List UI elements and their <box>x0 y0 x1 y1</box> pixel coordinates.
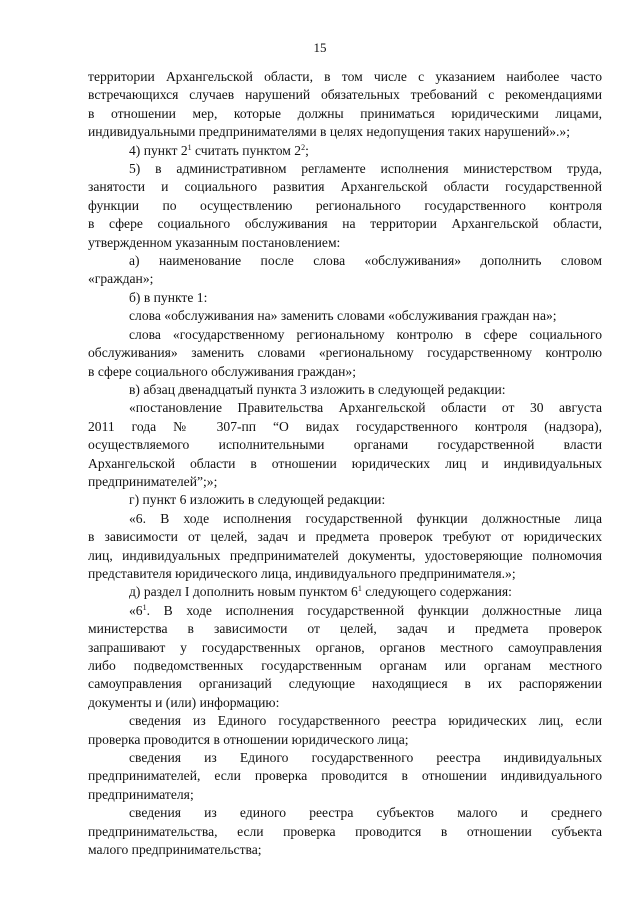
text-line: проверка проводится в отношении юридического лица; <box>88 731 409 747</box>
paragraph <box>88 602 602 712</box>
paragraph <box>88 491 602 509</box>
text-line: индивидуальными предпринимателями в целях недопущения таких нарушений».»; <box>88 124 571 140</box>
text-line: утвержденном указанным постановлением: <box>88 234 341 250</box>
text-line: документы и (или) информацию: <box>88 694 280 710</box>
text-line: в сфере социального обслуживания на территории Архангельской области, <box>88 216 602 232</box>
text-line: встречающихся случаев нарушений обязательных требований с рекомендациями <box>88 87 602 103</box>
paragraph <box>88 399 602 491</box>
text-line: либо подведомственных государственным органам или органам местного <box>88 658 602 673</box>
text-line: сведения из Единого государственного реестра юридических лиц, если <box>129 713 602 729</box>
text-line: предпринимателей”;»; <box>88 473 218 489</box>
text-line: лиц, индивидуальных предпринимателей документы, удостоверяющие полномочия <box>88 547 602 563</box>
text-line: д) раздел I дополнить новым пунктом $6^1$ следующего содержания: <box>129 584 512 600</box>
text-line: слова «обслуживания на» заменить словами «обслуживания граждан на»; <box>129 308 557 324</box>
paragraph <box>88 289 602 307</box>
text-line: предпринимателей, если проверка проводится в отношении индивидуального <box>88 768 602 784</box>
page-number: 15 <box>313 40 327 55</box>
text-line: функции по осуществлению регионального государственного контроля <box>88 197 602 213</box>
paragraph <box>88 712 602 749</box>
text-line: «граждан»; <box>88 271 154 287</box>
paragraph <box>88 68 602 142</box>
text-line: б) в пункте 1: <box>129 289 208 305</box>
text-line: слова «государственному региональному контролю в сфере социального <box>129 326 602 342</box>
text-line: в отношении мер, которые должны приниматься юридическими лицами, <box>88 105 602 121</box>
text-line: занятости и социального развития Архангельской области государственной <box>88 179 602 195</box>
text-line: обслуживания» заменить словами «региональному государственному контролю <box>88 345 602 361</box>
text-line: самоуправления организаций следующие находящиеся в их распоряжении <box>88 676 602 692</box>
text-line: «постановление Правительства Архангельской области от 30 августа <box>129 400 602 416</box>
text-line: осуществляемого исполнительными органами государственной власти <box>88 437 602 453</box>
paragraph <box>88 749 602 804</box>
document-body <box>88 68 602 859</box>
text-line: 4) пункт $2^1$ считать пунктом $2^2$; <box>129 142 309 158</box>
paragraph <box>88 381 602 399</box>
text-line: 2011 года № 307-пп “О видах государственного контроля (надзора), <box>88 418 602 434</box>
text-line: министерства в зависимости от целей, задач и предмета проверок <box>88 621 602 637</box>
text-line: Архангельской области в отношении юридических лиц и индивидуальных <box>88 455 602 471</box>
text-line: в) абзац двенадцатый пункта 3 изложить в следующей редакции: <box>129 381 506 397</box>
text-line: территории Архангельской области, в том числе с указанием наиболее часто <box>88 69 602 84</box>
text-line: предпринимательства, если проверка проводится в отношении субъекта <box>88 823 602 839</box>
text-line: а) наименование после слова «обслуживания» дополнить словом <box>129 253 602 269</box>
text-line: 5) в административном регламенте исполнения министерством труда, <box>129 161 602 177</box>
paragraph <box>88 142 602 160</box>
text-line: представителя юридического лица, индивидуального предпринимателя.»; <box>88 565 516 581</box>
text-line: сведения из Единого государственного реестра индивидуальных <box>129 750 602 766</box>
text-line: «6. В ходе исполнения государственной функции должностные лица <box>129 510 602 526</box>
paragraph <box>88 252 602 289</box>
text-line: «$6^1$. В ходе исполнения государственной функции должностные лица <box>129 602 602 618</box>
paragraph <box>88 307 602 325</box>
paragraph <box>88 326 602 381</box>
paragraph <box>88 804 602 859</box>
paragraph <box>88 583 602 601</box>
text-line: запрашивают у государственных органов, органов местного самоуправления <box>88 639 602 655</box>
text-line: малого предпринимательства; <box>88 842 262 858</box>
text-line: г) пункт 6 изложить в следующей редакции: <box>129 492 386 508</box>
text-line: в сфере социального обслуживания граждан»; <box>88 363 356 379</box>
paragraph <box>88 510 602 584</box>
paragraph <box>88 160 602 252</box>
text-line: предпринимателя; <box>88 786 194 802</box>
text-line: в зависимости от целей, задач и предмета проверок требуют от юридических <box>88 529 602 545</box>
text-line: сведения из единого реестра субъектов малого и среднего <box>129 805 602 821</box>
